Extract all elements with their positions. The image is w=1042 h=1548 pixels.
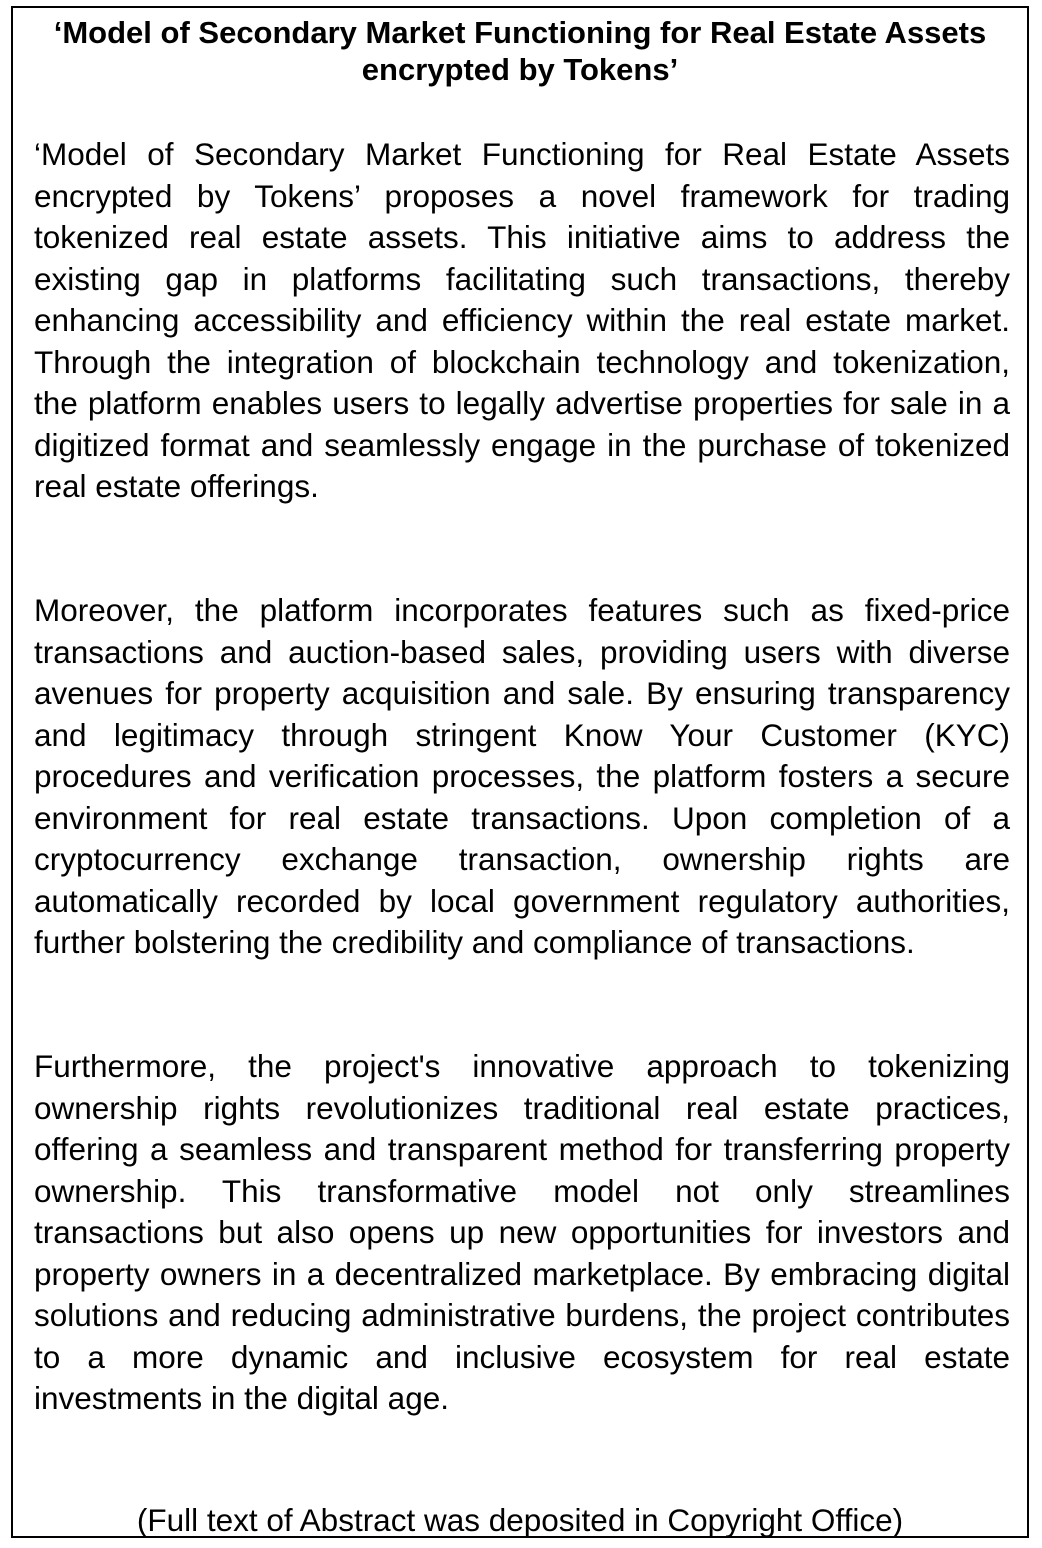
copyright-note: (Full text of Abstract was deposited in Copyright Office) [136,1502,904,1538]
document-title: ‘Model of Secondary Market Functioning for Real Estate Assets encrypted by Tokens’ [53,15,987,87]
abstract-paragraph-1: ‘Model of Secondary Market Functioning for Real Estate Assets encrypted by Tokens’ proposes a novel framework for trading tokenized real estate assets. This initiative aims to address the existing gap in platforms facilitating such transactions, thereby enhancing accessibility and efficiency within the real estate market. Through the integration of blockchain technology and tokenization, the platform enables users to legally advertise properties for sale in a digitized format and seamlessly engage in the purchase of tokenized real estate offerings. [34,136,1010,504]
abstract-paragraph-3: Furthermore, the project's innovative approach to tokenizing ownership rights revolutionizes traditional real estate practices, offering a seamless and transparent method for transferring property ownership. This transformative model not only streamlines transactions but also opens up new opportunities for investors and property owners in a decentralized marketplace. By embracing digital solutions and reducing administrative burdens, the project contributes to a more dynamic and inclusive ecosystem for real estate investments in the digital age. [34,1048,1010,1416]
abstract-box [11,6,1029,1538]
abstract-paragraph-2: Moreover, the platform incorporates features such as fixed-price transactions and auction-based sales, providing users with diverse avenues for property acquisition and sale. By ensuring transparency and legitimacy through stringent Know Your Customer (KYC) procedures and verification processes, the platform fosters a secure environment for real estate transactions. Upon completion of a cryptocurrency exchange transaction, ownership rights are automatically recorded by local government regulatory authorities, further bolstering the credibility and compliance of transactions. [34,592,1010,960]
